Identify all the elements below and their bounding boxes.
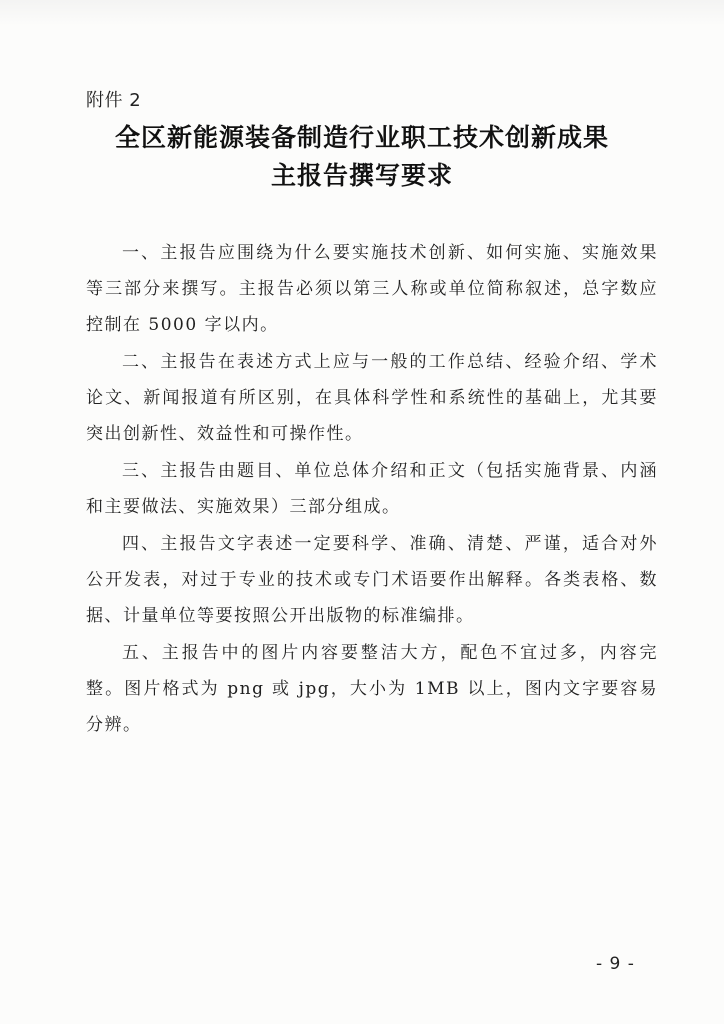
requirement-paragraph-1: 一、主报告应围绕为什么要实施技术创新、如何实施、实施效果等三部分来撰写。主报告必须以第三人称或单位简称叙述，总字数应控制在 5000 字以内。	[86, 243, 658, 335]
requirement-paragraph-5: 五、主报告中的图片内容要整洁大方，配色不宜过多，内容完整。图片格式为 png 或 jpg，大小为 1MB 以上，图内文字要容易分辨。	[86, 643, 658, 735]
document-title-line-2: 主报告撰写要求	[270, 161, 453, 190]
requirement-paragraph-4: 四、主报告文字表述一定要科学、准确、清楚、严谨，适合对外公开发表，对过于专业的技术或专门术语要作出解释。各类表格、数据、计量单位等要按照公开出版物的标准编排。	[86, 534, 658, 626]
requirement-paragraph-3: 三、主报告由题目、单位总体介绍和正文（包括实施背景、内涵和主要做法、实施效果）三部分组成。	[86, 461, 658, 517]
requirements-body	[86, 235, 658, 744]
attachment-label: 附件 2	[86, 90, 142, 111]
page-number: - 9 -	[596, 954, 635, 974]
document-title-line-1: 全区新能源装备制造行业职工技术创新成果	[114, 123, 609, 152]
scan-edge-shadow	[0, 0, 724, 26]
requirement-paragraph-2: 二、主报告在表述方式上应与一般的工作总结、经验介绍、学术论文、新闻报道有所区别，在具体科学性和系统性的基础上，尤其要突出创新性、效益性和可操作性。	[86, 352, 658, 444]
